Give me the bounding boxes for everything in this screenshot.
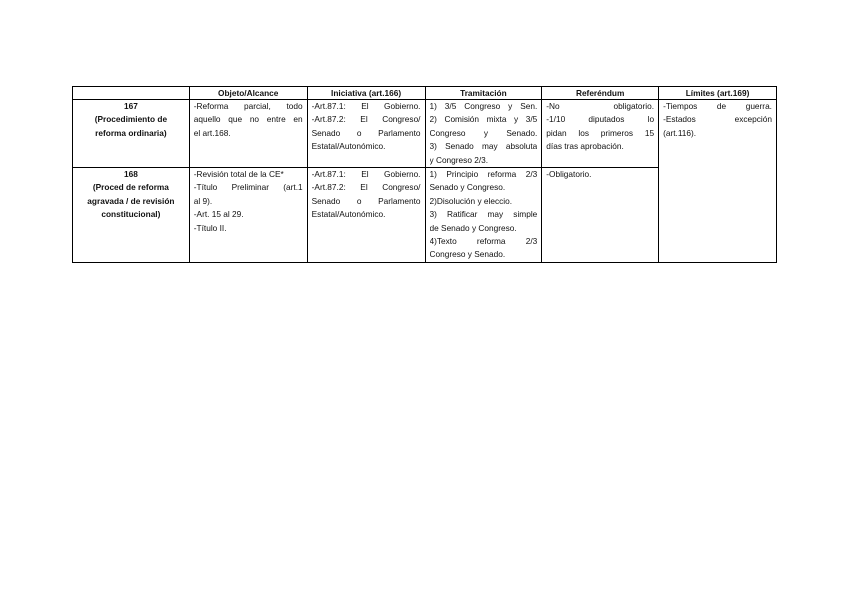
- cell-referendum-168: [542, 168, 659, 263]
- row-title-line: 168: [123, 169, 138, 180]
- header-row: [73, 87, 777, 100]
- cell-iniciativa-167: [307, 100, 425, 168]
- cell-line: Senado o Parlamento: [311, 127, 421, 138]
- cell-line: y Congreso 2/3.: [429, 154, 489, 165]
- cell-line: -Reforma parcial, todo: [193, 101, 303, 111]
- cell-line: Estatal/Autonómico.: [311, 141, 386, 152]
- row-title-167: [73, 100, 190, 168]
- row-title-line: constitucional): [101, 209, 161, 220]
- cell-line: el art.168.: [193, 127, 231, 138]
- cell-line: -Art.87.1: El Gobierno.: [311, 169, 421, 180]
- cell-line: 4)Texto reforma 2/3: [429, 236, 538, 247]
- cell-iniciativa-168: [307, 168, 425, 263]
- cell-line: Estatal/Autonómico.: [311, 209, 386, 220]
- header-limites: Límites (art.169): [659, 87, 777, 100]
- cell-line: 2) Comisión mixta y 3/5: [429, 114, 538, 125]
- cell-line: 3) Senado may absoluta: [429, 141, 538, 152]
- cell-line: al 9).: [193, 195, 213, 206]
- cell-line: -Art. 15 al 29.: [193, 209, 244, 220]
- cell-tramitacion-167: [425, 100, 542, 168]
- row-title-line: (Proced de reforma: [92, 182, 169, 193]
- header-cell-empty: [73, 87, 190, 100]
- cell-line: -1/10 diputados lo: [546, 114, 655, 125]
- constitutional-reform-table: [72, 86, 777, 263]
- cell-line: -Estados excepción: [663, 114, 772, 125]
- cell-line: 1) Principio reforma 2/3: [429, 169, 538, 180]
- cell-line: -Art.87.2: El Congreso/: [311, 182, 421, 193]
- cell-line: -Obligatorio.: [546, 169, 592, 180]
- row-title-line: 167: [123, 101, 138, 111]
- row-title-line: (Procedimiento de: [94, 114, 168, 125]
- cell-line: 1) 3/5 Congreso y Sen.: [429, 101, 538, 111]
- cell-line: -Título II.: [193, 222, 227, 233]
- cell-line: -Art.87.1: El Gobierno.: [311, 101, 421, 111]
- cell-line: (art.116).: [663, 127, 697, 138]
- header-tramitacion: Tramitación: [425, 87, 542, 100]
- row-title-168: [73, 168, 190, 263]
- cell-objeto-168: [189, 168, 307, 263]
- cell-line: -Título Preliminar (art.1: [193, 182, 303, 193]
- cell-line: días tras aprobación.: [546, 141, 624, 152]
- header-referendum: Referéndum: [542, 87, 659, 100]
- row-title-line: reforma ordinaria): [95, 127, 167, 138]
- cell-objeto-167: [189, 100, 307, 168]
- cell-line: pidan los primeros 15: [546, 127, 655, 138]
- row-title-line: agravada / de revisión: [87, 195, 175, 206]
- cell-line: aquello que no entre en: [193, 114, 303, 125]
- table-row: [73, 100, 777, 168]
- cell-referendum-167: [542, 100, 659, 168]
- cell-limites: [659, 100, 777, 263]
- cell-tramitacion-168: [425, 168, 542, 263]
- cell-line: Senado y Congreso.: [429, 182, 506, 193]
- cell-line: Congreso y Senado.: [429, 127, 538, 138]
- cell-line: -Art.87.2: El Congreso/: [311, 114, 421, 125]
- cell-line: de Senado y Congreso.: [429, 222, 517, 233]
- cell-line: -No obligatorio.: [546, 101, 655, 111]
- cell-line: 3) Ratificar may simple: [429, 209, 538, 220]
- cell-line: Congreso y Senado.: [429, 249, 506, 260]
- header-objeto: Objeto/Alcance: [189, 87, 307, 100]
- cell-line: -Tiempos de guerra.: [663, 101, 772, 111]
- cell-line: Senado o Parlamento: [311, 195, 421, 206]
- cell-line: 2)Disolución y eleccio.: [429, 195, 513, 206]
- header-iniciativa: Iniciativa (art.166): [307, 87, 425, 100]
- cell-line: -Revisión total de la CE*: [193, 169, 284, 180]
